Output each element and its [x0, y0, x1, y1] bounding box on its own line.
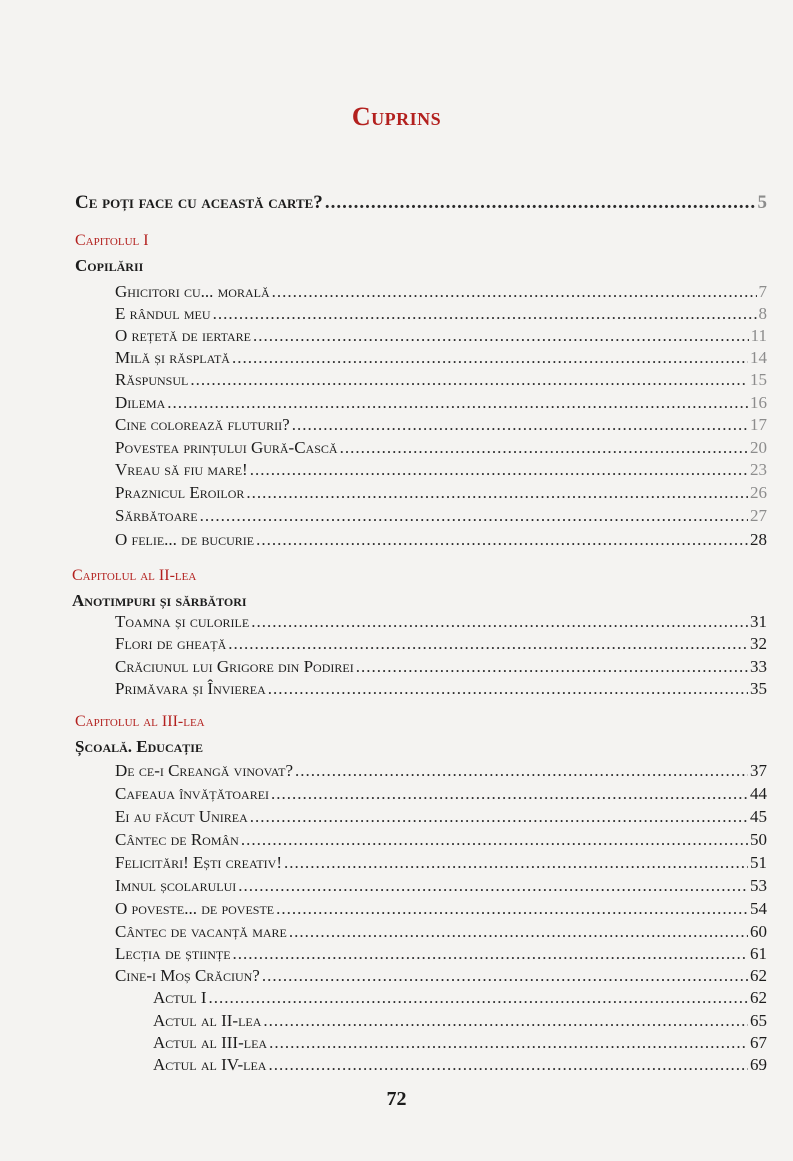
dot-leader — [232, 348, 748, 368]
dot-leader — [256, 530, 748, 550]
toc-entry — [115, 830, 767, 850]
toc-entry-page: 23 — [750, 460, 767, 479]
toc-entry-page: 51 — [750, 853, 767, 872]
toc-entry-label: Actul al IV-lea — [153, 1055, 267, 1074]
toc-entry-label: Actul al III-lea — [153, 1033, 268, 1052]
toc-subentry — [153, 1033, 767, 1053]
toc-entry-page: 8 — [758, 304, 767, 323]
toc-entry-page: 50 — [750, 830, 767, 849]
toc-entry-page: 37 — [750, 761, 767, 780]
dot-leader — [238, 876, 748, 896]
toc-entry — [115, 853, 767, 873]
toc-entry — [115, 679, 767, 699]
toc-entry-page: 60 — [750, 922, 767, 941]
dot-leader — [263, 1011, 748, 1031]
toc-entry-label: O poveste... de poveste — [115, 899, 275, 918]
dot-leader — [269, 1033, 748, 1053]
toc-entry-label: De ce-i Creangă vinovat? — [115, 761, 294, 780]
toc-entry-label: Flori de gheață — [115, 634, 227, 653]
toc-entry — [115, 966, 767, 986]
toc-entry-page: 33 — [750, 657, 767, 676]
toc-entry-label: Lecția de științe — [115, 944, 231, 963]
toc-entry-page: 5 — [757, 192, 767, 213]
toc-entry — [115, 944, 767, 964]
dot-leader — [340, 438, 748, 458]
toc-entry-page: 54 — [750, 899, 767, 918]
dot-leader — [209, 988, 748, 1008]
toc-entry — [115, 657, 767, 677]
toc-entry-label: Cafeaua învățătoarei — [115, 784, 270, 803]
toc-entry-page: 11 — [750, 326, 767, 345]
dot-leader — [276, 899, 748, 919]
toc-entry-label: Cântec de vacanță mare — [115, 922, 287, 941]
dot-leader — [250, 460, 748, 480]
toc-entry — [115, 415, 767, 435]
toc-entry-intro — [75, 192, 767, 214]
toc-entry-page: 62 — [750, 988, 767, 1007]
toc-entry-page: 69 — [750, 1055, 767, 1074]
toc-entry-label: Actul al II-lea — [153, 1011, 262, 1030]
toc-entry — [115, 438, 767, 458]
toc-entry-page: 61 — [750, 944, 767, 963]
toc-entry — [115, 807, 767, 827]
toc-entry-label: Vreau să fiu mare! — [115, 460, 248, 479]
dot-leader — [250, 807, 748, 827]
toc-entry-label: Praznicul Eroilor — [115, 483, 245, 502]
page-title: Cuprins — [351, 102, 442, 131]
toc-entry-page: 53 — [750, 876, 767, 895]
toc-entry-page: 27 — [750, 506, 767, 525]
toc-entry-page: 45 — [750, 807, 767, 826]
toc-entry-label: Sărbătoare — [115, 506, 198, 525]
toc-entry-page: 67 — [750, 1033, 767, 1052]
toc-entry — [115, 784, 767, 804]
dot-leader — [271, 784, 748, 804]
toc-entry-label: O felie... de bucurie — [115, 530, 255, 549]
toc-entry — [115, 922, 767, 942]
toc-entry-page: 16 — [750, 393, 767, 412]
toc-entry-label: Cântec de Român — [115, 830, 239, 849]
toc-entry-label: Răspunsul — [115, 370, 189, 389]
dot-leader — [200, 506, 748, 526]
dot-leader — [246, 483, 748, 503]
toc-entry-page: 17 — [750, 415, 767, 434]
toc-subentry — [153, 1055, 767, 1075]
toc-subentry — [153, 988, 767, 1008]
toc-entry-label: Felicitări! Ești creativ! — [115, 853, 282, 872]
toc-entry-page: 35 — [750, 679, 767, 698]
toc-entry-page: 62 — [750, 966, 767, 985]
toc-entry-page: 26 — [750, 483, 767, 502]
toc-entry-label: Ce poți face cu această carte? — [75, 192, 323, 213]
toc-entry-page: 31 — [750, 612, 767, 631]
toc-entry — [115, 304, 767, 324]
dot-leader — [213, 304, 757, 324]
toc-entry-label: Imnul școlarului — [115, 876, 237, 895]
toc-entry — [115, 899, 767, 919]
toc-entry — [115, 326, 767, 346]
chapter-title: Anotimpuri și sărbători — [72, 591, 247, 610]
chapter-title: Copilării — [75, 256, 144, 275]
dot-leader — [268, 679, 748, 699]
toc-entry-page: 28 — [750, 530, 767, 549]
toc-entry — [115, 506, 767, 526]
toc-entry — [115, 530, 767, 550]
dot-leader — [167, 393, 748, 413]
dot-leader — [295, 761, 748, 781]
toc-entry — [115, 876, 767, 896]
toc-entry-label: Cine colorează fluturii? — [115, 415, 290, 434]
chapter-title: Școală. Educație — [75, 737, 203, 756]
dot-leader — [325, 192, 756, 214]
toc-entry-page: 14 — [750, 348, 767, 367]
toc-entry-page: 44 — [750, 784, 767, 803]
toc-subentry — [153, 1011, 767, 1031]
toc-entry — [115, 370, 767, 390]
dot-leader — [233, 944, 748, 964]
toc-entry-label: Ei au făcut Unirea — [115, 807, 248, 826]
dot-leader — [228, 634, 748, 654]
dot-leader — [284, 853, 748, 873]
toc-entry-label: Ghicitori cu... morală — [115, 282, 270, 301]
dot-leader — [241, 830, 748, 850]
toc-entry — [115, 634, 767, 654]
dot-leader — [190, 370, 748, 390]
toc-entry — [115, 761, 767, 781]
toc-entry-label: Cine-i Moș Crăciun? — [115, 966, 260, 985]
toc-entry — [115, 612, 767, 632]
chapter-heading: Capitolul I — [75, 232, 149, 249]
toc-entry-label: E rândul meu — [115, 304, 211, 323]
toc-entry-label: Dilema — [115, 393, 166, 412]
toc-entry — [115, 282, 767, 302]
toc-entry-page: 20 — [750, 438, 767, 457]
toc-entry — [115, 483, 767, 503]
toc-entry-page: 65 — [750, 1011, 767, 1030]
page-number: 72 — [386, 1088, 407, 1110]
dot-leader — [251, 612, 748, 632]
toc-entry — [115, 393, 767, 413]
dot-leader — [289, 922, 748, 942]
toc-entry-label: Crăciunul lui Grigore din Podirei — [115, 657, 354, 676]
toc-entry — [115, 460, 767, 480]
dot-leader — [268, 1055, 748, 1075]
chapter-heading: Capitolul al III-lea — [75, 713, 205, 730]
toc-entry-label: Toamna și culorile — [115, 612, 250, 631]
dot-leader — [356, 657, 748, 677]
toc-entry-label: O rețetă de iertare — [115, 326, 251, 345]
dot-leader — [272, 282, 757, 302]
dot-leader — [292, 415, 748, 435]
chapter-heading: Capitolul al II-lea — [72, 567, 197, 584]
toc-entry-label: Primăvara și Învierea — [115, 679, 266, 698]
toc-entry-page: 7 — [758, 282, 767, 301]
dot-leader — [262, 966, 748, 986]
toc-entry-page: 32 — [750, 634, 767, 653]
dot-leader — [253, 326, 749, 346]
toc-entry — [115, 348, 767, 368]
toc-entry-label: Actul I — [153, 988, 207, 1007]
toc-entry-label: Povestea prințului Gură-Cască — [115, 438, 338, 457]
toc-entry-page: 15 — [750, 370, 767, 389]
toc-entry-label: Milă și răsplată — [115, 348, 230, 367]
